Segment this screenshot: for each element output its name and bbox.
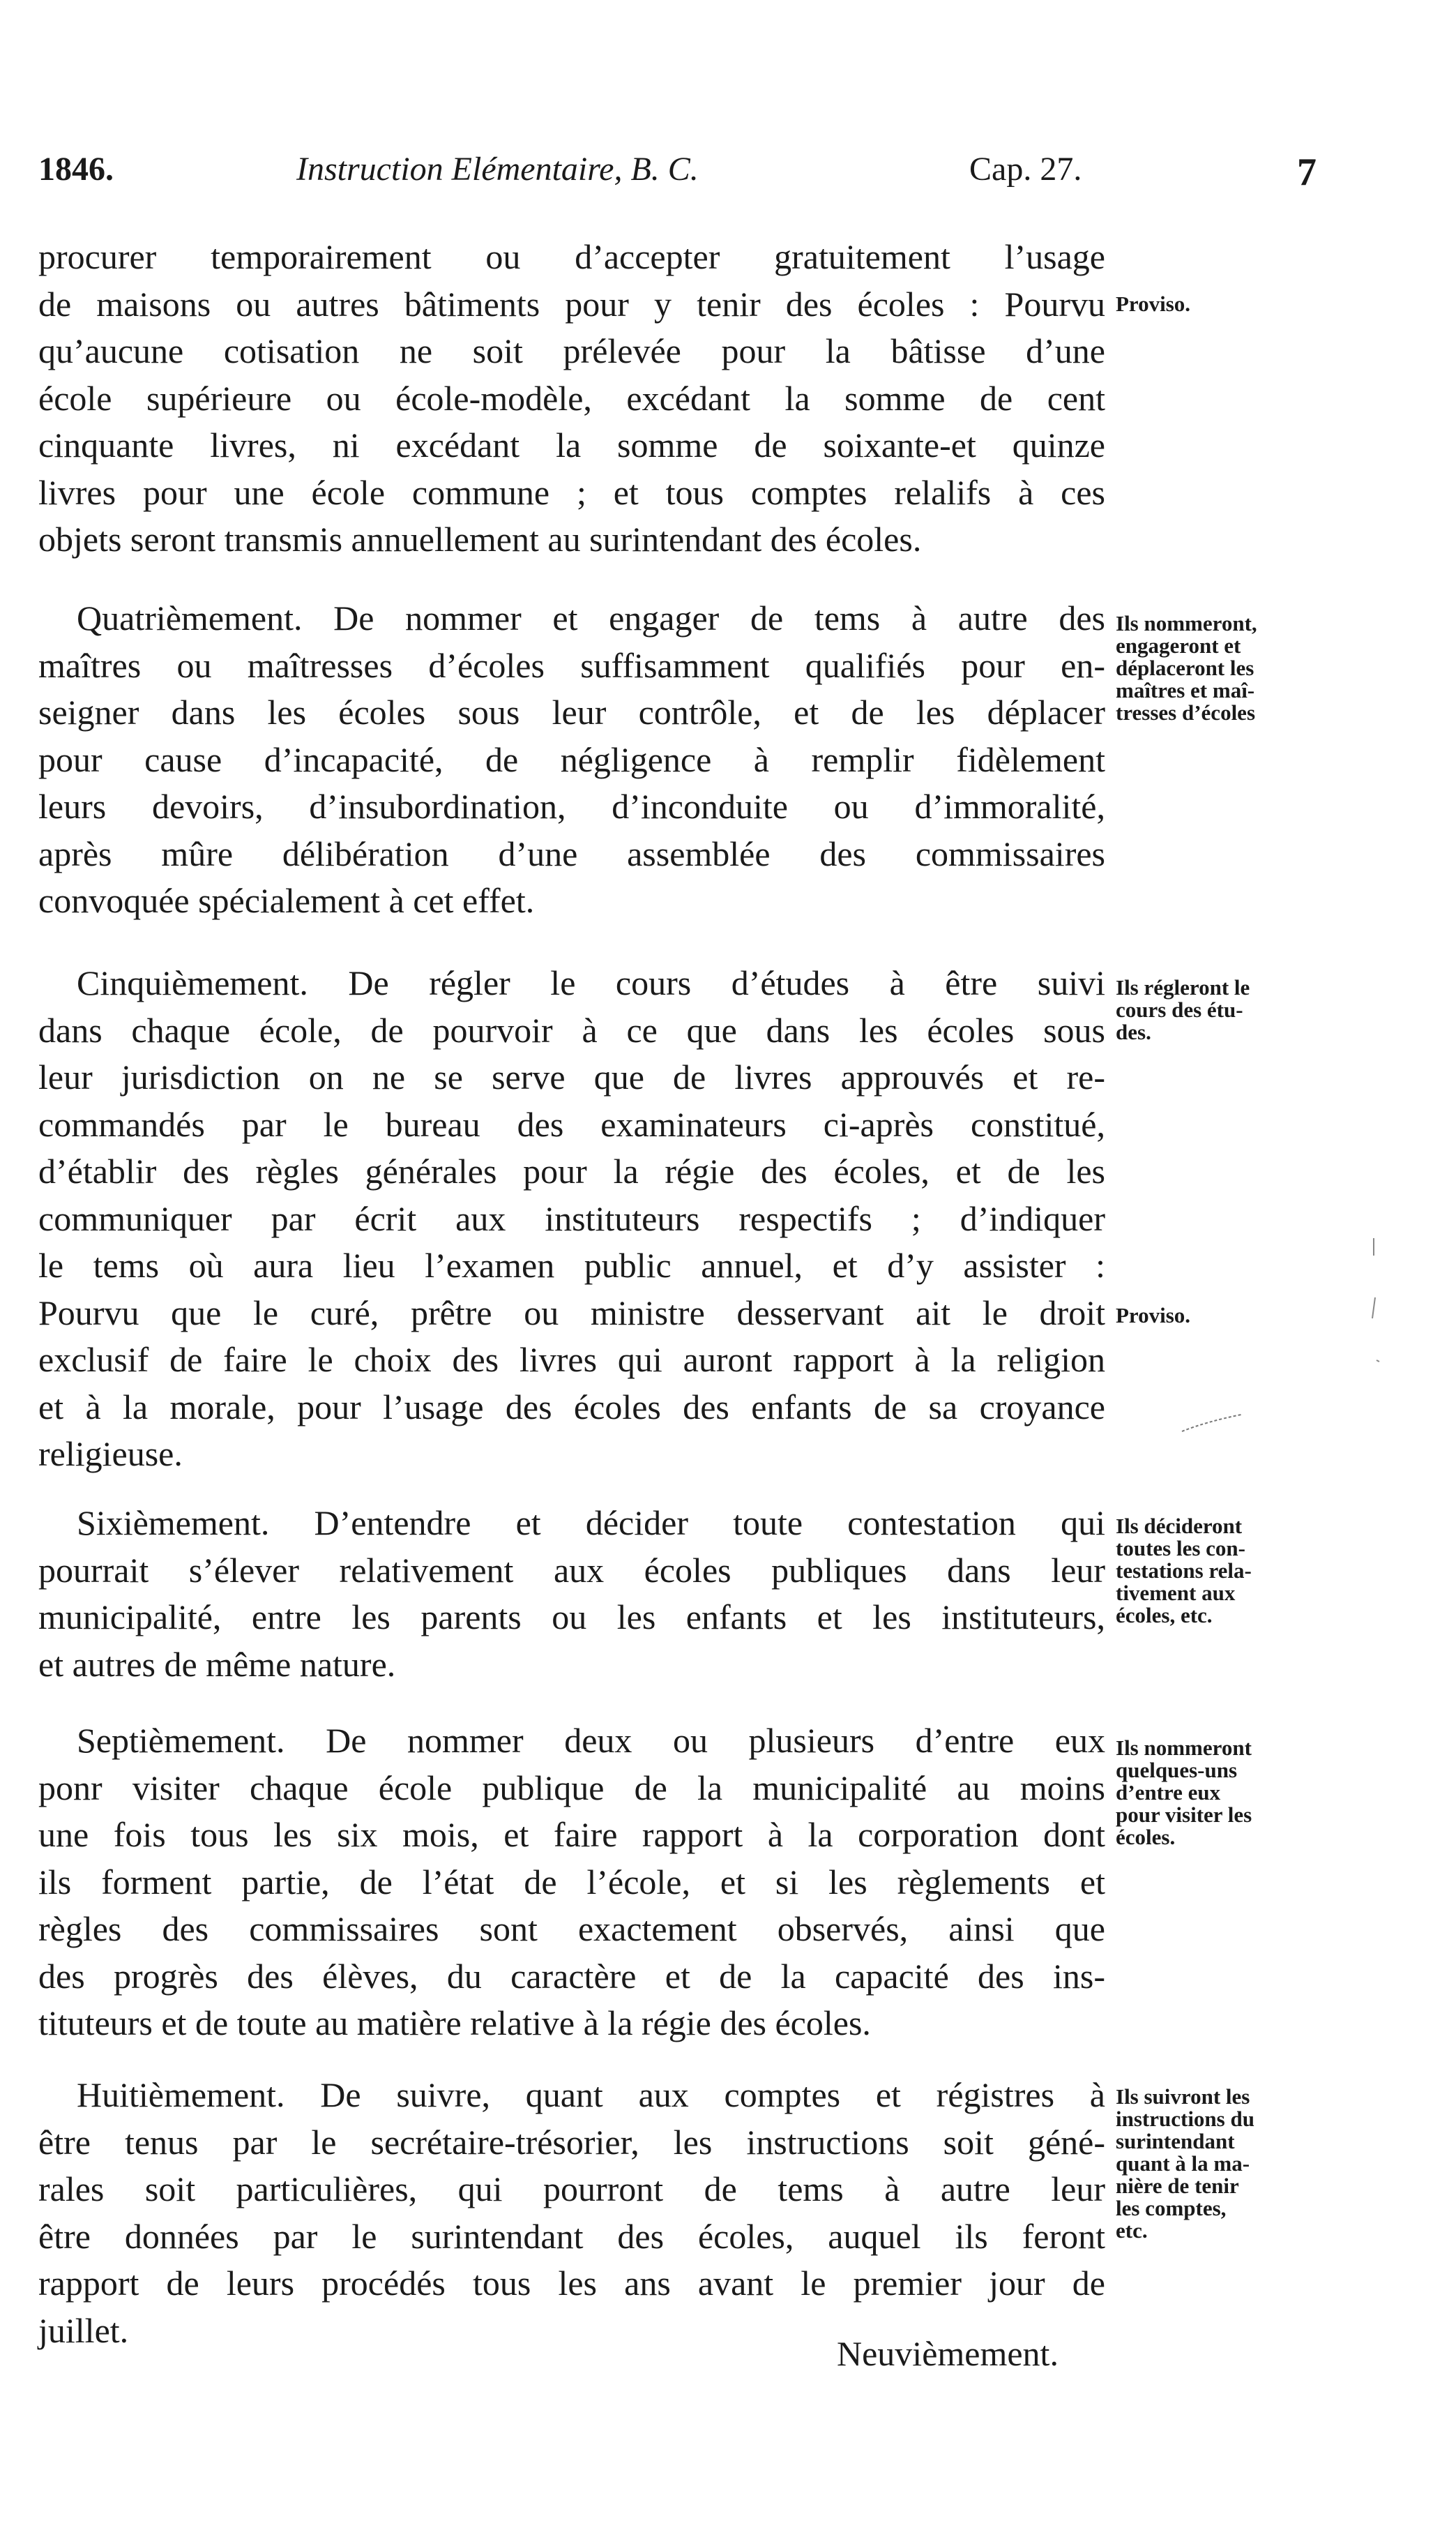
running-header xyxy=(38,150,1317,206)
header-title: Instruction Elémentaire, B. C. xyxy=(296,151,699,188)
note-line: quant à la ma- xyxy=(1116,2151,1250,2176)
text-line: objets seront transmis annuellement au surintendant des écoles. xyxy=(38,520,922,559)
text-line: qu’aucune cotisation ne soit prélevée pour la bâtisse d’une xyxy=(38,331,1105,370)
text-line: ils forment partie, de l’état de l’école, et si les règlements et xyxy=(38,1862,1105,1902)
note-line: des. xyxy=(1116,1020,1151,1044)
text-line: seigner dans les écoles sous leur contrôle, et de les déplacer xyxy=(38,693,1105,732)
margin-note-regleront xyxy=(1116,977,1318,1044)
text-line: communiquer par écrit aux instituteurs respectifs ; d’indiquer xyxy=(38,1198,1105,1238)
note-line: tivement aux xyxy=(1116,1581,1236,1605)
margin-note-suivront xyxy=(1116,2086,1318,2242)
page-number: 7 xyxy=(1297,151,1317,194)
text-line: le tems où aura lieu l’examen public annuel, et d’y assister : xyxy=(38,1246,1105,1285)
note-line: Ils suivront les xyxy=(1116,2084,1250,2109)
note-line: tresses d’écoles xyxy=(1116,700,1256,725)
text-line: juillet. xyxy=(38,2310,129,2350)
note-line: quelques-uns xyxy=(1116,1758,1238,1782)
note-line: Ils nommeront xyxy=(1116,1735,1252,1760)
note-line: nière de tenir xyxy=(1116,2174,1239,2198)
text-line: livres pour une école commune ; et tous comptes relalifs à ces xyxy=(38,472,1105,512)
note-line: écoles, etc. xyxy=(1116,1603,1213,1627)
margin-note-proviso xyxy=(1116,293,1318,315)
text-line: et autres de même nature. xyxy=(38,1644,396,1684)
note-line: pour visiter les xyxy=(1116,1802,1252,1827)
paragraph-septiemement xyxy=(38,1717,1105,2047)
text-line: cinquante livres, ni excédant la somme de soixante-et quinze xyxy=(38,426,1105,465)
text-line: religieuse. xyxy=(38,1434,183,1473)
text-line: Pourvu que le curé, prêtre ou ministre desservant ait le droit xyxy=(38,1293,1105,1332)
text-line: ponr visiter chaque école publique de la municipalité au moins xyxy=(38,1768,1105,1807)
note-line: maîtres et maî- xyxy=(1116,678,1255,702)
note-line: engageront et xyxy=(1116,633,1241,658)
text-line: école supérieure ou école-modèle, excédant la somme de cent xyxy=(38,378,1105,418)
text-line: maîtres ou maîtresses d’écoles suffisamment qualifiés pour en- xyxy=(38,645,1105,685)
scan-mark xyxy=(1178,1409,1248,1437)
header-chapter: Cap. 27. xyxy=(969,151,1082,188)
margin-note-decideront xyxy=(1116,1515,1318,1627)
note-line: Ils nommeront, xyxy=(1116,611,1257,635)
text-line: rales soit particulières, qui pourront de tems à autre leur xyxy=(38,2169,1105,2208)
text-line: rapport de leurs procédés tous les ans avant le premier jour de xyxy=(38,2264,1105,2303)
text-line: Sixièmement. D’entendre et décider toute contestation qui xyxy=(77,1503,1105,1542)
text-line: procurer temporairement ou d’accepter gratuitement l’usage xyxy=(38,237,1105,276)
text-line: d’établir des règles générales pour la régie des écoles, et de les xyxy=(38,1152,1105,1191)
text-line: après mûre délibération d’une assemblée des commissaires xyxy=(38,834,1105,873)
paragraph-sixiemement xyxy=(38,1500,1105,1688)
header-year: 1846. xyxy=(38,151,114,188)
text-line: Septièmement. De nommer deux ou plusieurs d’entre eux xyxy=(77,1721,1105,1760)
text-line: Huitièmement. De suivre, quant aux comptes et régistres à xyxy=(77,2075,1105,2114)
margin-note-nommeront-2 xyxy=(1116,1737,1318,1848)
note-line: instructions du xyxy=(1116,2107,1254,2131)
text-line: une fois tous les six mois, et faire rapport à la corporation dont xyxy=(38,1815,1105,1854)
text-line: Quatrièmement. De nommer et engager de tems à autre des xyxy=(77,598,1105,638)
note-line: etc. xyxy=(1116,2218,1148,2243)
note-line: cours des étu- xyxy=(1116,997,1243,1022)
text-line: convoquée spécialement à cet effet. xyxy=(38,881,535,920)
text-line: de maisons ou autres bâtiments pour y tenir des écoles : Pourvu xyxy=(38,284,1105,324)
text-line: Cinquièmement. De régler le cours d’études à être suivi xyxy=(77,963,1105,1002)
text-line: leurs devoirs, d’insubordination, d’inconduite ou d’immoralité, xyxy=(38,787,1105,826)
note-line: surintendant xyxy=(1116,2129,1235,2153)
paragraph-cinquiemement xyxy=(38,960,1105,1478)
text-line: des progrès des élèves, du caractère et de la capacité des ins- xyxy=(38,1956,1105,1996)
text-line: leur jurisdiction on ne se serve que de livres approuvés et re- xyxy=(38,1057,1105,1097)
text-line: et à la morale, pour l’usage des écoles des enfants de sa croyance xyxy=(38,1387,1105,1426)
text-line: être tenus par le secrétaire-trésorier, les instructions soit géné- xyxy=(38,2122,1105,2162)
note-line: déplaceront les xyxy=(1116,656,1254,680)
text-line: exclusif de faire le choix des livres qui auront rapport à la religion xyxy=(38,1340,1105,1379)
paragraph-huitiemement xyxy=(38,2072,1105,2354)
text-line: municipalité, entre les parents ou les enfants et les instituteurs, xyxy=(38,1597,1105,1636)
text-line: dans chaque école, de pourvoir à ce que dans les écoles sous xyxy=(38,1010,1105,1050)
text-line: tituteurs et de toute au matière relative à la régie des écoles. xyxy=(38,2003,871,2042)
note-line: Proviso. xyxy=(1116,292,1191,316)
text-line: être données par le surintendant des écoles, auquel ils feront xyxy=(38,2216,1105,2256)
note-line: toutes les con- xyxy=(1116,1536,1245,1560)
note-line: écoles. xyxy=(1116,1825,1176,1849)
text-line: commandés par le bureau des examinateurs ci-après constitué, xyxy=(38,1104,1105,1144)
margin-note-proviso-2 xyxy=(1116,1304,1318,1327)
note-line: les comptes, xyxy=(1116,2196,1227,2220)
paragraph-quatriemement xyxy=(38,595,1105,925)
text-line: règles des commissaires sont exactement observés, ainsi que xyxy=(38,1909,1105,1948)
note-line: Proviso. xyxy=(1116,1303,1191,1327)
note-line: Ils décideront xyxy=(1116,1514,1243,1538)
text-line: pourrait s’élever relativement aux écoles publiques dans leur xyxy=(38,1550,1105,1590)
text-line: pour cause d’incapacité, de négligence à remplir fidèlement xyxy=(38,739,1105,779)
margin-note-nommeront xyxy=(1116,612,1318,724)
paragraph-continuation xyxy=(38,234,1105,564)
note-line: Ils régleront le xyxy=(1116,975,1250,1000)
note-line: d’entre eux xyxy=(1116,1780,1221,1805)
catchword: Neuvièmement. xyxy=(837,2334,1059,2373)
scan-mark xyxy=(1367,1235,1395,1388)
note-line: testations rela- xyxy=(1116,1558,1252,1583)
